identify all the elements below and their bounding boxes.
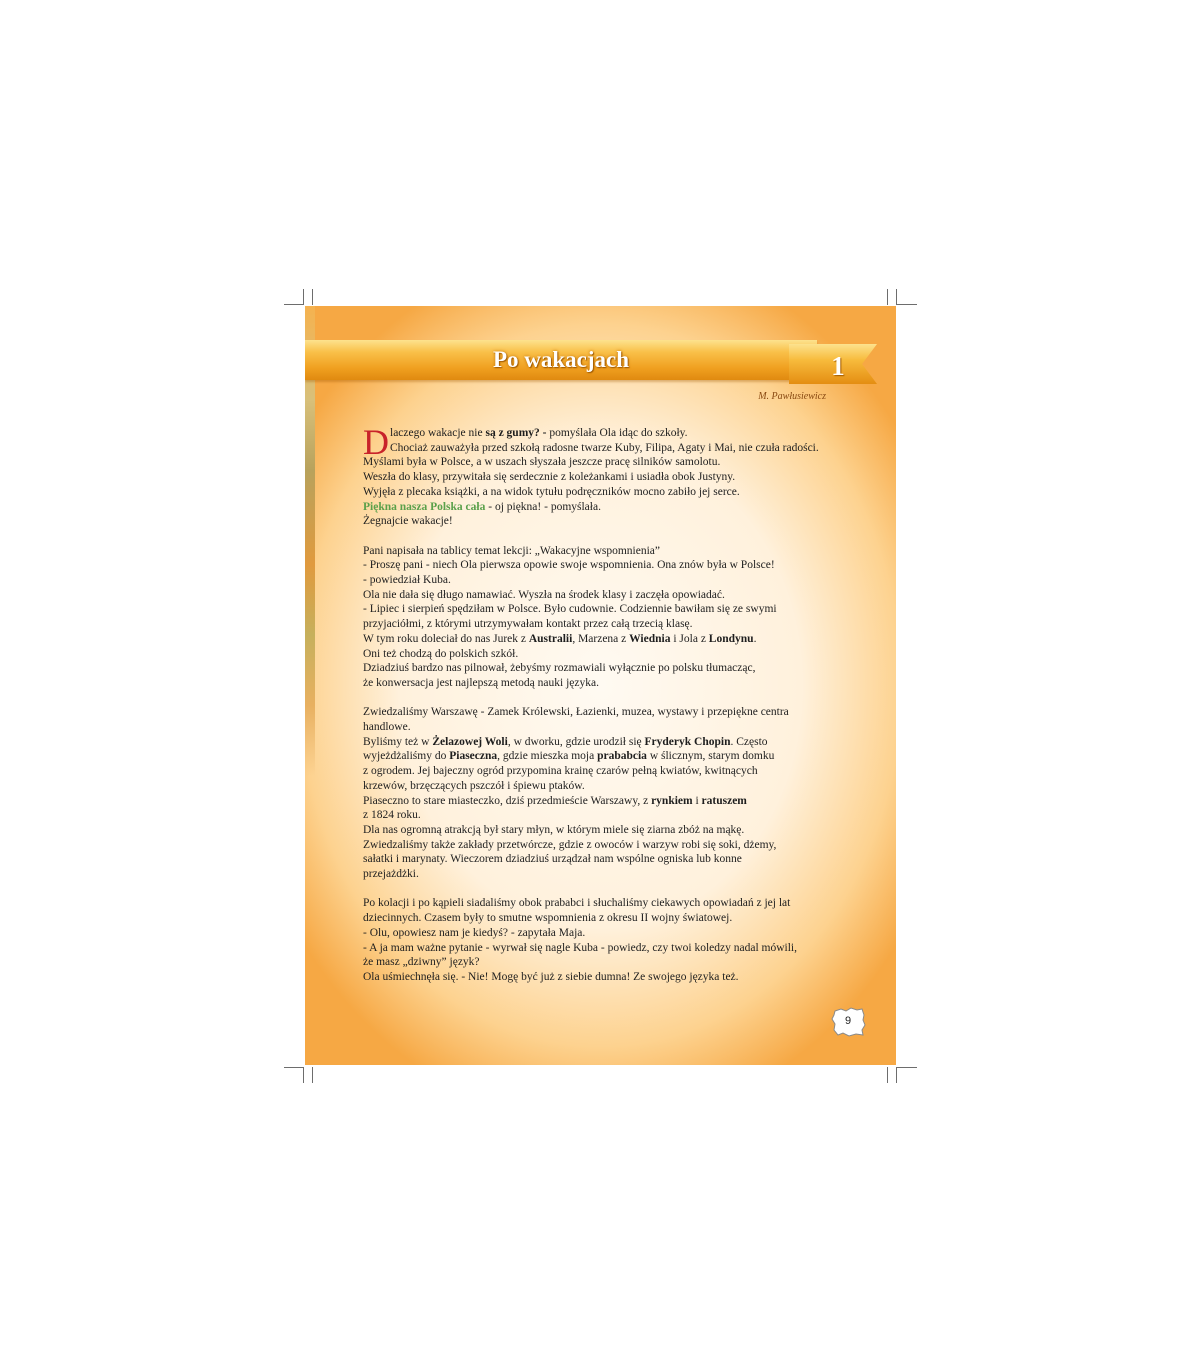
paragraph-line: Pani napisała na tablicy temat lekcji: „Wakacyjne wspomnienia” <box>363 544 661 557</box>
paragraph-line: że konwersacja jest najlepszą metodą nauki języka. <box>363 676 599 689</box>
crop-mark <box>303 289 304 305</box>
crop-mark <box>284 1067 304 1068</box>
crop-mark <box>896 289 897 305</box>
text-run: i <box>692 794 702 807</box>
text-run: i Jola z <box>670 632 709 645</box>
paragraph-line: Zwiedzaliśmy także zakłady przetwórcze, gdzie z owoców i warzyw robi się soki, dżemy, <box>363 838 777 851</box>
paragraph-line: przyjaciółmi, z którymi utrzymywałam kontakt przez całą trzecią klasę. <box>363 618 693 631</box>
title-banner <box>305 340 817 380</box>
crop-mark <box>896 1067 897 1083</box>
paragraph-line: Oni też chodzą do polskich szkół. <box>363 647 519 660</box>
paragraph-line: - Proszę pani - niech Ola pierwsza opowie swoje wspomnienia. Ona znów była w Polsce! <box>363 559 775 572</box>
crop-mark <box>312 289 313 305</box>
book-page <box>305 306 896 1065</box>
book-title-highlight: Piękna nasza Polska cała <box>363 500 486 513</box>
paragraph-line: dziecinnych. Czasem były to smutne wspomnienia z okresu II wojny światowej. <box>363 912 733 925</box>
text-run-bold: Australii <box>528 632 573 645</box>
text-run-bold: ratuszem <box>701 794 747 807</box>
text-run: - oj piękna! - pomyślała. <box>485 500 601 513</box>
paragraph-line <box>363 735 833 750</box>
text-run: Piaseczno to stare miasteczko, dziś przedmieście Warszawy, z <box>363 794 652 807</box>
chapter-number: 1 <box>831 351 845 381</box>
page-title: Po wakacjach <box>492 347 630 372</box>
paragraph-line: sałatki i marynaty. Wieczorem dziadziuś urządzał nam wspólne ogniska lub konne <box>363 853 742 866</box>
paragraph-line: - Olu, opowiesz nam je kiedyś? - zapytała Maja. <box>363 926 586 939</box>
paragraph-line: - Lipiec i sierpień spędziłam w Polsce. Było cudownie. Codziennie bawiłam się ze swymi <box>363 603 777 616</box>
crop-mark <box>303 1067 304 1083</box>
crop-mark <box>897 304 917 305</box>
paragraph-line: Po kolacji i po kąpieli siadaliśmy obok prababci i słuchaliśmy ciekawych opowiadań z jej lat <box>363 897 791 910</box>
paragraph-line <box>363 749 833 764</box>
text-run: , gdzie mieszka moja <box>497 750 598 763</box>
text-run-bold: Fryderyk Chopin <box>644 735 731 748</box>
text-run-bold: są z gumy? - <box>485 427 547 439</box>
crop-mark <box>897 1067 917 1068</box>
text-run-bold: prababcia <box>597 750 647 763</box>
paragraph-line: Dziadziuś bardzo nas pilnował, żebyśmy rozmawiali wyłącznie po polsku tłumacząc, <box>363 662 756 675</box>
paragraph-line: - A ja mam ważne pytanie - wyrwał się nagle Kuba - powiedz, czy twoi koledzy nadal mówili, <box>363 941 797 954</box>
page-number: 9 <box>844 1015 852 1027</box>
paragraph-line: Weszła do klasy, przywitała się serdecznie z koleżankami i usiadła obok Justyny. <box>363 471 736 484</box>
paragraph-line: że masz „dziwny” język? <box>363 956 480 969</box>
crop-mark <box>887 1067 888 1083</box>
paragraph-line: przejażdżki. <box>363 868 419 881</box>
paragraph-line: handlowe. <box>363 721 411 734</box>
text-run: w ślicznym, starym domku <box>646 750 775 763</box>
paragraph-line <box>363 500 833 515</box>
text-run: , Marzena z <box>572 632 630 645</box>
paragraph-line: - powiedział Kuba. <box>363 574 451 587</box>
drop-cap: D <box>363 422 389 462</box>
text-run-bold: Wiednia <box>629 632 671 645</box>
paragraph-line <box>363 632 833 647</box>
text-run: wyjeżdżaliśmy do <box>363 750 450 763</box>
paragraph-line <box>363 794 833 809</box>
paragraph-line: z 1824 roku. <box>363 809 421 822</box>
story-text <box>363 422 833 985</box>
text-run: Byliśmy też w <box>363 735 433 748</box>
text-run: . Często <box>730 735 768 748</box>
author-name: M. Pawłusiewicz <box>758 391 826 402</box>
paragraph-line: Wyjęła z plecaka książki, a na widok tytułu podręczników mocno zabiło jej serce. <box>363 485 740 498</box>
crop-mark <box>284 304 304 305</box>
text-run-bold: Londynu <box>708 632 754 645</box>
paragraph-line: Ola nie dała się długo namawiać. Wyszła na środek klasy i zaczęła opowiadać. <box>363 588 725 601</box>
paragraph-line: Ola uśmiechnęła się. - Nie! Mogę być już z siebie dumna! Ze swojego języka też. <box>363 970 739 983</box>
text-run: , w dworku, gdzie urodził się <box>507 735 645 748</box>
text-run-bold: Piaseczna <box>449 750 498 763</box>
text-run: pomyślała Ola idąc do szkoły. <box>546 427 688 439</box>
text-run: laczego wakacje nie <box>390 427 486 439</box>
text-run-bold: Żelazowej Woli <box>432 735 508 748</box>
paragraph-line: krzewów, brzęczących pszczół i śpiewu ptaków. <box>363 779 585 792</box>
paragraph-line: Myślami była w Polsce, a w uszach słyszała jeszcze pracę silników samolotu. <box>363 456 721 469</box>
paragraph-line: z ogrodem. Jej bajeczny ogród przypomina krainę czarów pełną kwiatów, kwitnących <box>363 765 758 778</box>
paragraph-line: Zwiedzaliśmy Warszawę - Zamek Królewski, Łazienki, muzea, wystawy i przepiękne centra <box>363 706 789 719</box>
text-run: W tym roku doleciał do nas Jurek z <box>363 632 529 645</box>
crop-mark <box>887 289 888 305</box>
paragraph-line: Żegnajcie wakacje! <box>363 515 453 528</box>
text-run: . <box>753 632 757 645</box>
crop-mark <box>312 1067 313 1083</box>
paragraph-line: Dla nas ogromną atrakcją był stary młyn, w którym miele się ziarna zbóż na mąkę. <box>363 823 745 836</box>
paragraph-line: Chociaż zauważyła przed szkołą radosne twarze Kuby, Filipa, Agaty i Mai, nie czuła radości. <box>390 441 819 454</box>
text-run-bold: rynkiem <box>651 794 693 807</box>
